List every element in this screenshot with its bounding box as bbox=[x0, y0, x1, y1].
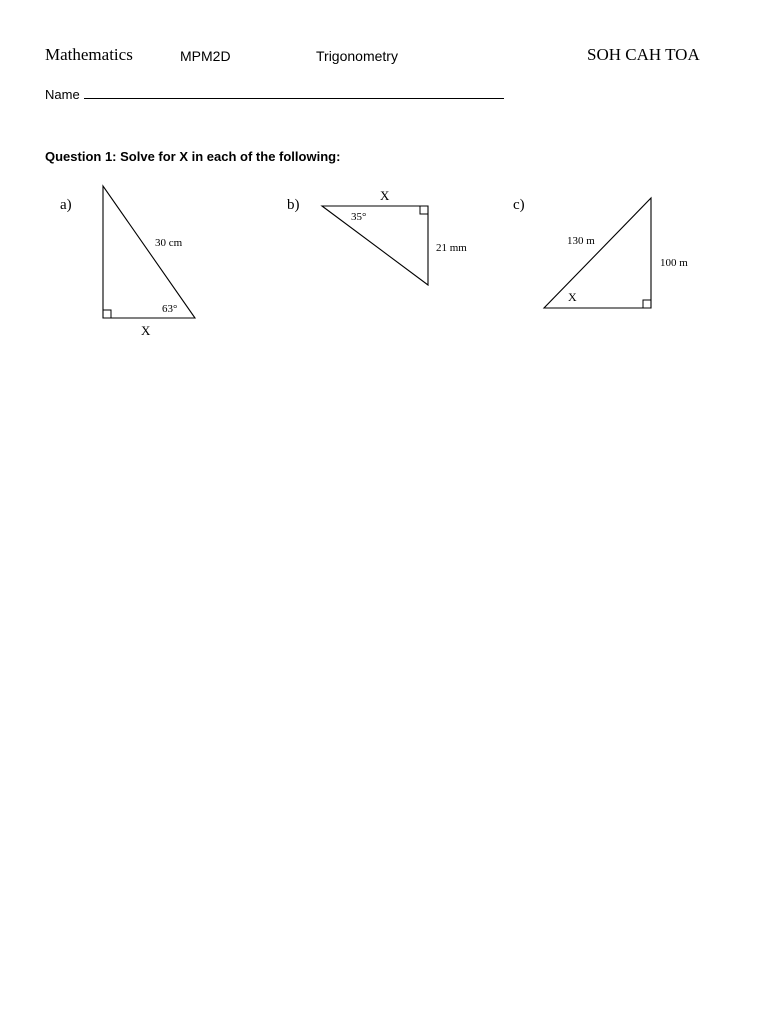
problem-b-angle: 35° bbox=[351, 211, 367, 223]
mnemonic-title: SOH CAH TOA bbox=[587, 45, 700, 64]
problem-b-unknown: X bbox=[380, 188, 390, 203]
name-label: Name bbox=[45, 87, 80, 102]
problem-c bbox=[513, 197, 688, 308]
problem-a-hypotenuse: 30 cm bbox=[155, 237, 183, 249]
triangle-c bbox=[544, 198, 651, 308]
problem-c-unknown: X bbox=[568, 290, 577, 304]
triangle-a bbox=[103, 186, 195, 318]
problem-c-label: c) bbox=[513, 197, 525, 213]
problem-b bbox=[287, 188, 467, 285]
problem-c-side: 100 m bbox=[660, 257, 688, 269]
triangle-b bbox=[322, 206, 428, 285]
problem-b-side: 21 mm bbox=[436, 242, 467, 254]
problem-a-label: a) bbox=[60, 197, 72, 213]
problem-a-angle: 63° bbox=[162, 303, 178, 315]
problem-b-label: b) bbox=[287, 197, 300, 213]
course-code: MPM2D bbox=[180, 48, 231, 64]
right-angle-marker-a bbox=[103, 310, 111, 318]
right-angle-marker-b bbox=[420, 206, 428, 214]
topic-title: Trigonometry bbox=[316, 48, 398, 64]
subject-title: Mathematics bbox=[45, 45, 133, 64]
question-title: Question 1: Solve for X in each of the following: bbox=[45, 149, 341, 164]
problem-c-hypotenuse: 130 m bbox=[567, 235, 595, 247]
problem-a-unknown: X bbox=[141, 323, 151, 338]
problem-a bbox=[60, 186, 195, 338]
right-angle-marker-c bbox=[643, 300, 651, 308]
